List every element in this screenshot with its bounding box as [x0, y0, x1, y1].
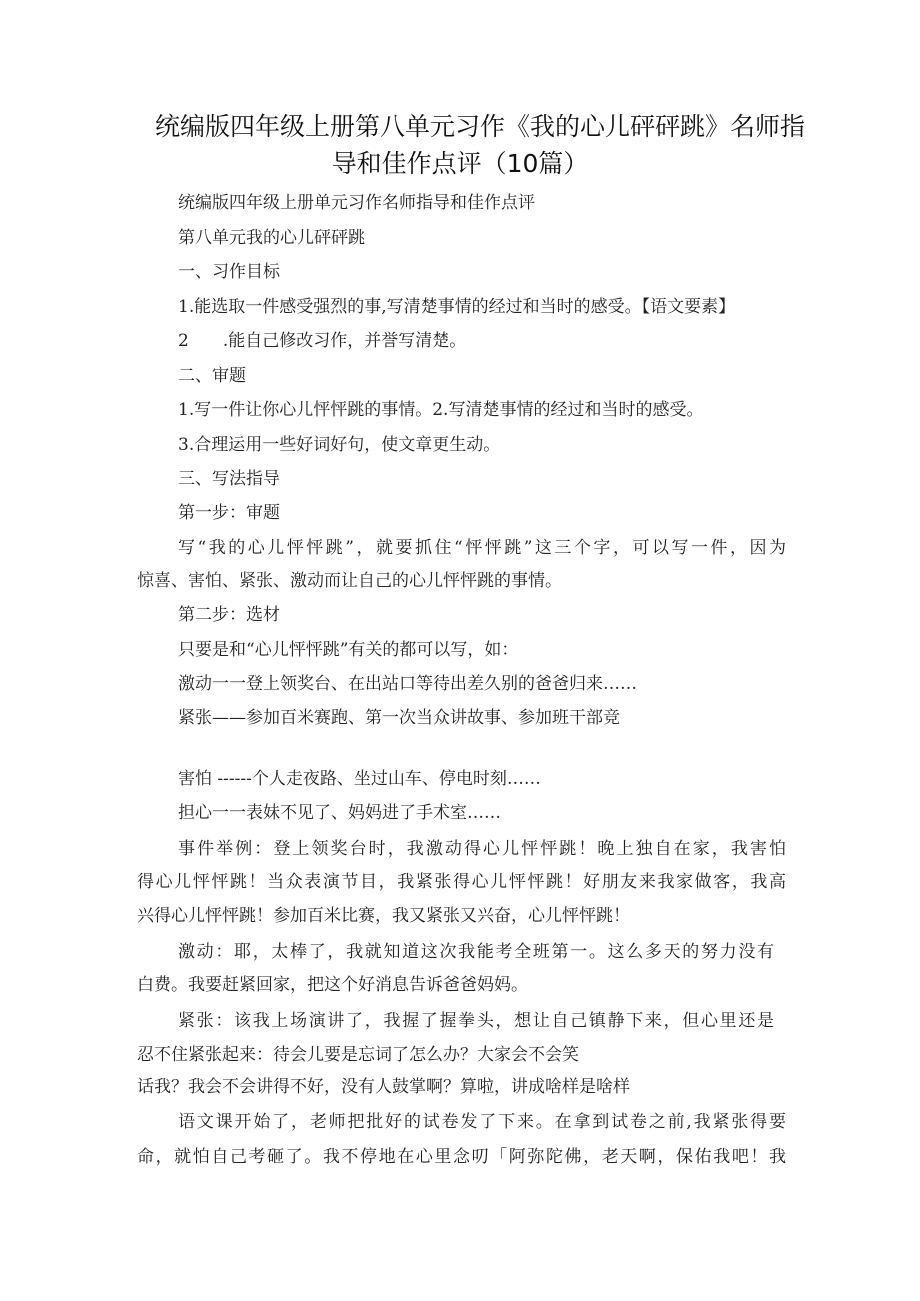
paragraph-line: 白费。我要赶紧回家，把这个好消息告诉爸爸妈妈。	[137, 975, 528, 995]
paragraph-line: 兴得心儿怦怦跳！参加百米比赛，我又紧张又兴奋，心儿怦怦跳！	[137, 906, 630, 926]
paragraph-line: 惊喜、害怕、紧张、激动而让自己的心儿怦怦跳的事情。	[137, 571, 562, 591]
document-title-line-2: 导和佳作点评（10篇）	[331, 149, 589, 178]
subtitle: 统编版四年级上册单元习作名师指导和佳作点评	[178, 193, 535, 213]
example-excited: 激动一一登上领奖台、在出站口等待出差久别的爸爸归来……	[178, 674, 637, 694]
section-heading-topic: 二、审题	[178, 366, 246, 386]
goal-item-1: 1.能选取一件感受强烈的事,写清楚事情的经过和当时的感受。【语文要素】	[178, 297, 736, 317]
section-heading-goals: 一、习作目标	[178, 262, 280, 282]
paragraph-line: 忍不住紧张起来：待会儿要是忘词了怎么办？大家会不会笑	[137, 1045, 579, 1065]
paragraph-line: 命，就怕自己考砸了。我不停地在心里念叨「阿弥陀佛，老天啊，保佑我吧！我	[137, 1147, 786, 1167]
paragraph-line: 话我？我会不会讲得不好，没有人鼓掌啊？算啦，讲成啥样是啥样	[137, 1077, 630, 1097]
unit-heading: 第八单元我的心儿砰砰跳	[178, 228, 365, 248]
paragraph-line: 语文课开始了，老师把批好的试卷发了下来。在拿到试卷之前,我紧张得要	[178, 1112, 786, 1132]
document-title-line-1: 统编版四年级上册第八单元习作《我的心儿砰砰跳》名师指	[154, 112, 805, 141]
paragraph-line: 紧张：该我上场演讲了，我握了握拳头，想让自己镇静下来，但心里还是	[178, 1011, 774, 1031]
paragraph-line: 只要是和“心儿怦怦跳”有关的都可以写，如：	[178, 640, 519, 660]
paragraph-line: 激动：耶，太棒了，我就知道这次我能考全班第一。这么多天的努力没有	[178, 942, 774, 962]
step-1-heading: 第一步：审题	[178, 503, 280, 523]
goal-item-2: 2 .能自己修改习作，并誉写清楚。	[178, 331, 467, 351]
paragraph-line: 事件举例：登上领奖台时，我激动得心儿怦怦跳！晚上独自在家，我害怕	[178, 839, 786, 859]
step-2-heading: 第二步：选材	[178, 605, 280, 625]
topic-item-1-2: 1.写一件让你心儿怦怦跳的事情。2.写清楚事情的经过和当时的感受。	[178, 400, 704, 420]
paragraph-line: 得心儿怦怦跳！当众表演节目，我紧张得心儿怦怦跳！好朋友来我家做客，我高	[137, 872, 786, 892]
topic-item-3: 3.合理运用一些好词好句，使文章更生动。	[178, 435, 501, 455]
section-heading-method: 三、写法指导	[178, 469, 280, 489]
paragraph-line: 写“我的心儿怦怦跳”，就要抓住“怦怦跳”这三个字，可以写一件，因为	[178, 538, 786, 558]
example-afraid: 害怕 ------个人走夜路、坐过山车、停电时刻……	[178, 769, 541, 789]
example-worried: 担心一一表妹不见了、妈妈进了手术室……	[178, 803, 501, 823]
example-nervous: 紧张——参加百米赛跑、第一次当众讲故事、参加班干部竞	[178, 708, 620, 728]
